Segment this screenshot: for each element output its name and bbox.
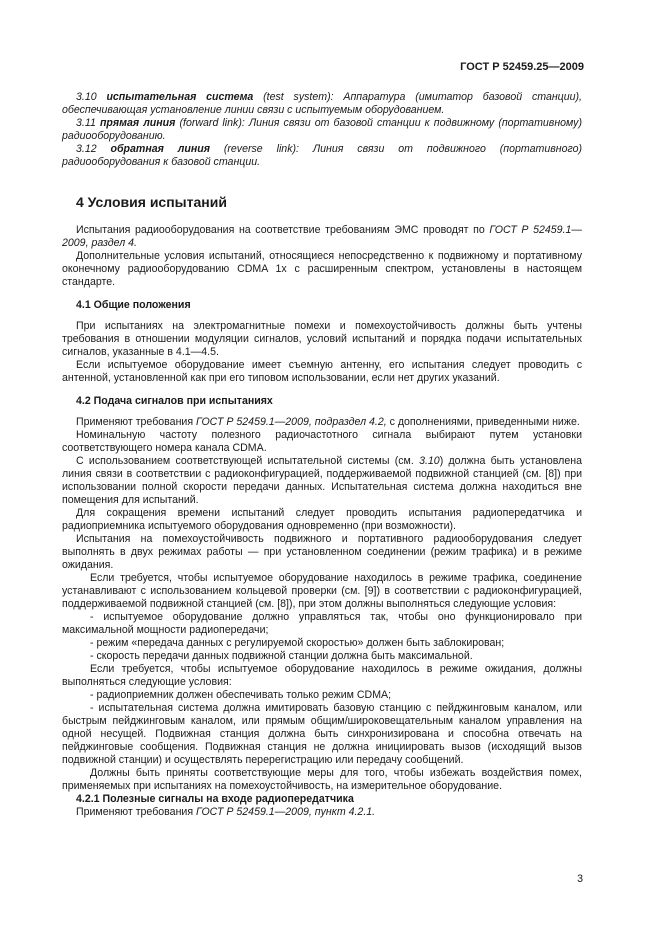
page-content bbox=[62, 91, 582, 819]
list-item: - испытуемое оборудование должно управляться так, чтобы оно функционировало при максимальной мощности радиопередачи; bbox=[62, 611, 582, 636]
standard-reference: ГОСТ Р 52459.1—2009, подраздел 4.2, bbox=[196, 416, 387, 428]
def-term: испытательная система bbox=[106, 91, 254, 103]
def-term: прямая линия bbox=[99, 117, 176, 129]
page-number: 3 bbox=[577, 873, 583, 885]
standard-reference: ГОСТ Р 52459.1—2009, пункт 4.2.1. bbox=[196, 806, 376, 818]
text-run: Применяют требования bbox=[76, 806, 197, 818]
section-4-2-paragraph-8: Должны быть приняты соответствующие меры для того, чтобы избежать воздействия помех, применяемых при испытаниях на помехоустойчивость, на измерительное оборудование. bbox=[62, 767, 582, 792]
def-english: (test system): bbox=[263, 91, 334, 103]
section-4-2-1-heading: 4.2.1 Полезные сигналы на входе радиопередатчика bbox=[76, 793, 354, 805]
section-4-1-paragraph-2: Если испытуемое оборудование имеет съемную антенну, его испытания следует проводить с антенной, установленной как при его типовом использовании, если нет других указаний. bbox=[62, 359, 582, 384]
section-4-2-paragraph-2: Номинальную частоту полезного радиочастотного сигнала выбирают путем установки соответствующего номера канала CDMA. bbox=[62, 429, 582, 454]
definition-3-11 bbox=[62, 117, 582, 143]
def-number: 3.10 bbox=[76, 91, 97, 103]
section-4-2-1-paragraph-1 bbox=[62, 806, 582, 819]
list-item: - испытательная система должна имитировать базовую станцию с пейджинговым каналом, или быстрым пейджинговым каналом, или прямым общим/широковещательным каналом управления на одной несущей. Подвижная станция должна быть синхронизирована и способна отвечать на пейджинговые сообщения. Подвижная станция не должна инициировать вызов (исходящий вызов подвижной станции) и осуществлять перерегистрацию или передачу сообщений. bbox=[62, 702, 582, 766]
text-run: С использованием соответствующей испытательной системы (см. bbox=[76, 455, 420, 467]
def-text: Линия связи от базовой станции к подвижному (портативному) радиооборудованию. bbox=[62, 117, 583, 142]
def-english: (reverse link): bbox=[223, 143, 299, 155]
text-run: ) должна быть установлена линия связи в соответствии с радиоконфигурацией, поддерживаемой подвижной станцией (см. [8]) при использовании полной скорости передачи данных. Испытательная система должна находиться вне помещения для испытаний. bbox=[62, 455, 582, 506]
section-4-2-paragraph-3 bbox=[62, 455, 582, 507]
def-number: 3.11 bbox=[76, 117, 96, 129]
section-4-1-heading: 4.1 Общие положения bbox=[76, 299, 191, 311]
text-run: с дополнениями, приведенными ниже. bbox=[386, 416, 580, 428]
section-4-2-paragraph-4: Для сокращения времени испытаний следует проводить испытания радиопередатчика и радиоприемника испытуемого оборудования одновременно (при возможности). bbox=[62, 507, 582, 532]
list-item: - скорость передачи данных подвижной станции должна быть максимальной. bbox=[90, 650, 473, 662]
text-run: Применяют требования bbox=[76, 416, 197, 428]
def-term: обратная линия bbox=[110, 143, 210, 155]
list-item: - радиоприемник должен обеспечивать только режим CDMA; bbox=[90, 689, 392, 701]
section-4-2-heading: 4.2 Подача сигналов при испытаниях bbox=[76, 395, 273, 407]
section-4-2-paragraph-5: Испытания на помехоустойчивость подвижного и портативного радиооборудования следует выполнять в двух режимах работы — при установленном соединении (режим трафика) и в режиме ожидания. bbox=[62, 533, 582, 571]
standard-reference: ГОСТ Р 52459.1—2009, раздел 4. bbox=[62, 224, 582, 249]
section-4-2-paragraph-7: Если требуется, чтобы испытуемое оборудование находилось в режиме ожидания, должны выполняться следующие условия: bbox=[62, 663, 582, 688]
section-4-2-paragraph-6: Если требуется, чтобы испытуемое оборудование находилось в режиме трафика, соединение устанавливают с использованием кольцевой проверки (см. [9]) в соответствии с радиоконфигурацией, поддерживаемой подвижной станцией (см. [8]), при этом должны выполняться следующие условия: bbox=[62, 572, 582, 610]
section-4-paragraph-2: Дополнительные условия испытаний, относящиеся непосредственно к подвижному и портативному оконечному радиооборудованию CDMA 1x с расширенным спектром, установлены в настоящем стандарте. bbox=[62, 250, 582, 288]
def-text: Линия связи от подвижного (портативного) радиооборудования к базовой станции. bbox=[62, 143, 582, 168]
clause-reference: 3.10 bbox=[419, 455, 440, 467]
definition-3-10 bbox=[62, 91, 582, 117]
section-4-1-paragraph-1: При испытаниях на электромагнитные помехи и помехоустойчивость должны быть учтены требования в отношении модуляции сигналов, условий испытаний и порядка подачи испытательных сигналов, указанные в 4.1—4.5. bbox=[62, 320, 582, 358]
standard-code-header: ГОСТ Р 52459.25—2009 bbox=[460, 61, 584, 73]
section-4-paragraph-1 bbox=[62, 224, 582, 250]
def-english: (forward link): bbox=[179, 117, 245, 129]
def-number: 3.12 bbox=[76, 143, 97, 155]
section-4-2-paragraph-1 bbox=[62, 416, 582, 429]
def-text: Аппаратура (имитатор базовой станции), обеспечивающая установление линии связи с испытуемым оборудованием. bbox=[62, 91, 582, 116]
section-4-heading: 4 Условия испытаний bbox=[76, 194, 227, 210]
list-item: - режим «передача данных с регулируемой скоростью» должен быть заблокирован; bbox=[90, 637, 505, 649]
text-run: Испытания радиооборудования на соответствие требованиям ЭМС проводят по bbox=[76, 224, 490, 236]
definition-3-12 bbox=[62, 143, 582, 169]
